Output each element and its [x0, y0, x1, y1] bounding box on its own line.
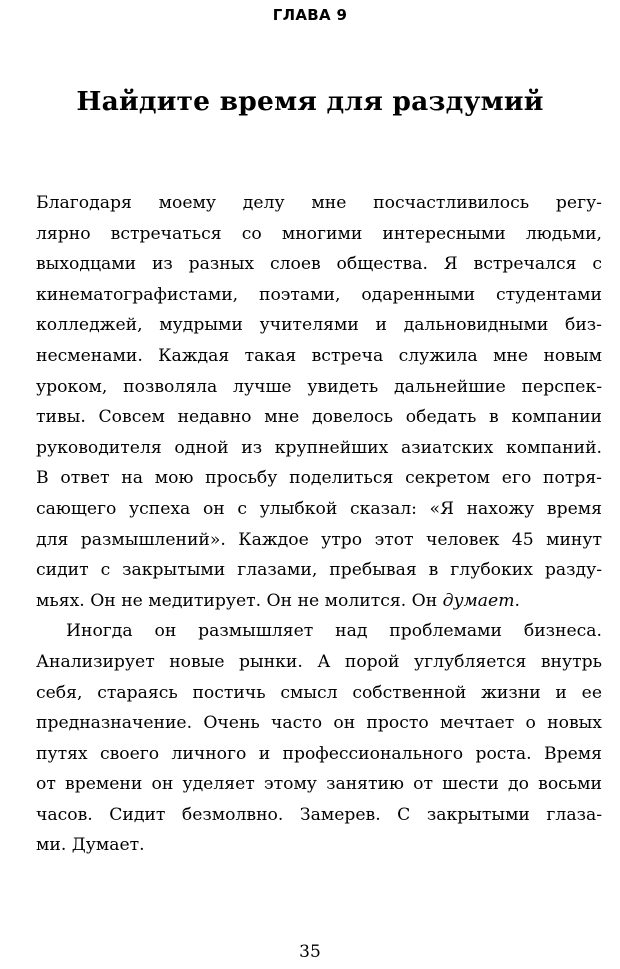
paragraph-1-last-plain: мьях. Он не медитирует. Он не молится. Он [36, 590, 443, 611]
body-text [36, 188, 602, 861]
paragraph-1-line-8: тивы. Совсем недавно мне довелось обедать в компании [36, 407, 602, 428]
paragraph-1-line-11: сающего успеха он с улыбкой сказал: «Я нахожу время [36, 498, 602, 519]
paragraph-1-line-2: лярно встречаться со многими интересными людьми, [36, 223, 602, 244]
page-number: 35 [299, 942, 321, 962]
paragraph-1-line-9: руководителя одной из крупнейших азиатских компаний. [36, 437, 602, 458]
chapter-label: ГЛАВА 9 [272, 6, 348, 24]
paragraph-2-line-7: часов. Сидит безмолвно. Замерев. С закрытыми глаза- [36, 804, 602, 825]
paragraph-1-line-6: несменами. Каждая такая встреча служила мне новым [36, 345, 602, 366]
paragraph-1-line-5: колледжей, мудрыми учителями и дальновидными биз- [36, 315, 602, 336]
paragraph-1-line-12: для размышлений». Каждое утро этот человек 45 минут [36, 529, 602, 550]
paragraph-1-line-10: В ответ на мою просьбу поделиться секретом его потря- [36, 468, 602, 489]
paragraph-2-line-8: ми. Думает. [36, 835, 145, 856]
paragraph-1-last-italic: думает [442, 590, 515, 611]
paragraph-1-line-1: Благодаря моему делу мне посчастливилось регу- [36, 193, 602, 213]
paragraph-2-line-3: себя, стараясь постичь смысл собственной жизни и ее [36, 682, 602, 703]
paragraph-1-line-4: кинематографистами, поэтами, одаренными студентами [36, 284, 602, 305]
paragraph-1-line-7: уроком, позволяла лучше увидеть дальнейшие перспек- [36, 376, 602, 397]
paragraph-2-line-1: Иногда он размышляет над проблемами бизнеса. [66, 621, 602, 642]
paragraph-1-line-14 [36, 586, 602, 617]
paragraph-1-line-3: выходцами из разных слоев общества. Я встречался с [36, 254, 602, 275]
paragraph-2-line-6: от времени он уделяет этому занятию от шести до восьми [36, 774, 602, 795]
paragraph-1-line-13: сидит с закрытыми глазами, пребывая в глубоких разду- [36, 560, 602, 581]
paragraph-2-line-5: путях своего личного и профессионального роста. Время [36, 743, 602, 764]
paragraph-2-line-4: предназначение. Очень часто он просто мечтает о новых [36, 713, 602, 734]
chapter-title: Найдите время для раздумий [76, 86, 544, 117]
paragraph-1-last-end: . [514, 590, 520, 611]
paragraph-2-line-2: Анализирует новые рынки. А порой углубляется внутрь [36, 651, 602, 672]
